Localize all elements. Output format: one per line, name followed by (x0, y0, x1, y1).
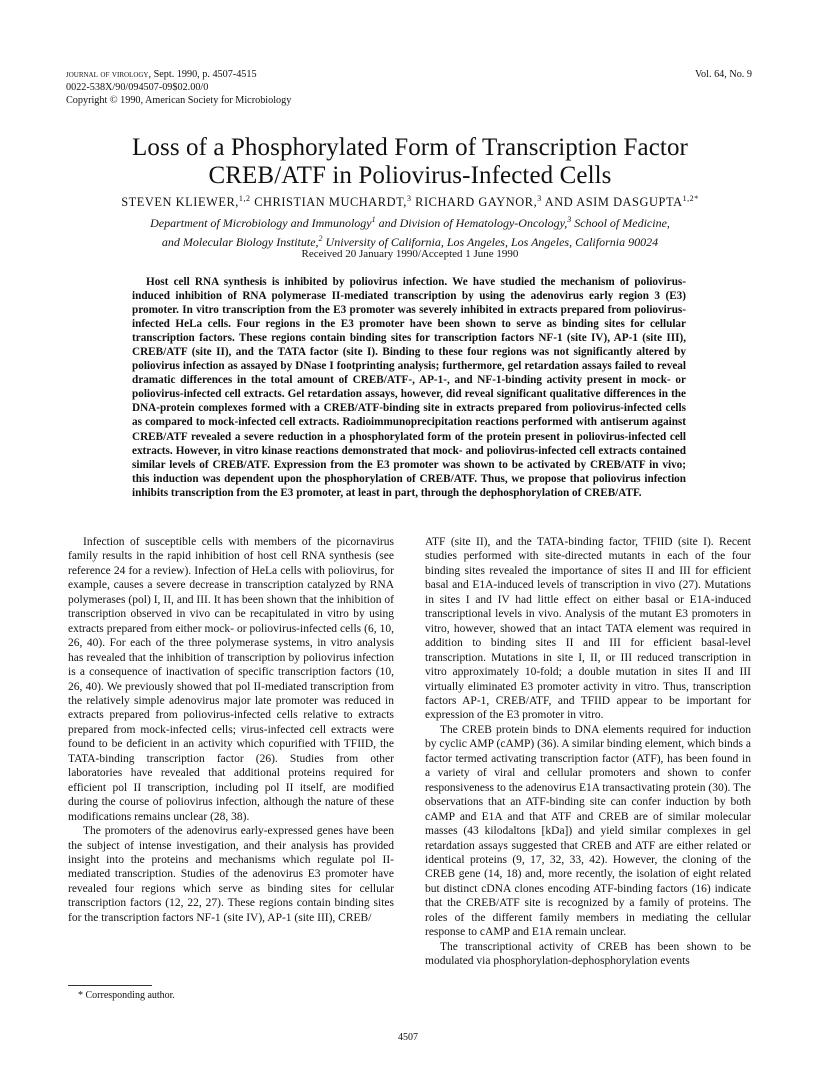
body-paragraph: The transcriptional activity of CREB has been shown to be modulated via phosphorylation-dephosphorylation events (425, 940, 751, 968)
affiliation-part: Department of Microbiology and Immunology (150, 216, 372, 230)
journal-header (66, 68, 752, 107)
issue-line: , Sept. 1990, p. 4507-4515 (148, 69, 257, 80)
author-name: RICHARD GAYNOR, (411, 195, 538, 210)
received-dates: Received 20 January 1990/Accepted 1 June 1990 (301, 248, 519, 260)
body-column-left (68, 535, 394, 925)
title-line-1: Loss of a Phosphorylated Form of Transcription Factor (132, 134, 688, 161)
corresponding-author-footnote: * Corresponding author. (78, 990, 175, 1001)
abstract: Host cell RNA synthesis is inhibited by poliovirus infection. We have studied the mechanism of poliovirus-induced inhibition of RNA polymerase II-mediated transcription by using the adenovirus early region 3 (E3) promoter. In vitro transcription from the E3 promoter was severely inhibited in extracts prepared from poliovirus-infected HeLa cells. Four regions in the E3 promoter have been shown to serve as binding sites for cellular transcription factors. These regions contain binding sites for transcription factors NF-1 (site IV), AP-1 (site III), CREB/ATF (site II), and the TATA factor (site I). Binding to these four regions was not significantly altered by poliovirus infection as assayed by DNase I footprinting analysis; furthermore, gel retardation assays failed to reveal dramatic differences in the total amount of CREB/ATF-, AP-1-, and NF-1-binding activity present in mock- or poliovirus-infected cell extracts. Gel retardation assays, however, did reveal significant qualitative differences in the DNA-protein complexes formed with a CREB/ATF-binding site in extracts prepared from poliovirus-infected cells as compared to mock-infected cell extracts. Radioimmunoprecipitation reactions performed with antiserum against CREB/ATF revealed a severe reduction in a phosphorylated form of the protein present in poliovirus-infected cell extracts. However, in vitro kinase reactions demonstrated that mock- and poliovirus-infected cell extracts contained similar levels of CREB/ATF. Expression from the E3 promoter was shown to be activated by CREB/ATF in vivo; this induction was dependent upon the phosphorylation of CREB/ATF. Thus, we propose that poliovirus infection inhibits transcription from the E3 promoter, at least in part, through the dephosphorylation of CREB/ATF. (132, 276, 686, 499)
affil-sup: 1 (371, 215, 376, 224)
author-name: AND ASIM DASGUPTA (541, 195, 683, 210)
body-paragraph: The promoters of the adenovirus early-expressed genes have been the subject of intense investigation, and their analysis has provided insight into the proteins and mechanisms which regulate pol II-mediated transcription. Studies of the adenovirus E3 promoter have revealed four regions which serve as binding sites for cellular transcription factors (12, 22, 27). These regions contain binding sites for the transcription factors NF-1 (site IV), AP-1 (site III), CREB/ (68, 825, 394, 924)
affiliations (40, 212, 780, 250)
article-title (40, 134, 780, 190)
author-name: CHRISTIAN MUCHARDT, (250, 195, 407, 210)
affil-sup: 3 (567, 215, 572, 224)
author-list (40, 194, 780, 210)
affiliation-part: and Division of Hematology-Oncology, (375, 216, 568, 230)
page-number: 4507 (398, 1032, 418, 1043)
body-column-right (425, 535, 751, 969)
affil-sup: 2 (318, 234, 323, 243)
body-paragraph: The CREB protein binds to DNA elements required for induction by cyclic AMP (cAMP) (36). A similar binding element, which binds a factor termed activating transcription factor (ATF), has been found in a variety of viral and cellular promoters and shown to confer responsiveness to the adenovirus E1A transactivating protein (30). The observations that an ATF-binding site can confer induction by both cAMP and E1A and that ATF and CREB are of similar molecular masses (43 kilodaltons [kDa]) and yield similar complexes in gel retardation assays suggested that CREB and ATF are either related or identical proteins (9, 17, 32, 33, 42). However, the cloning of the CREB gene (14, 18) and, more recently, the isolation of eight related but distinct cDNA clones encoding ATF-binding factors (16) indicate that the CREB/ATF site is recognized by a family of proteins. The roles of the different family members in mediating the cellular response to cAMP and E1A remain unclear. (425, 723, 751, 939)
journal-name: journal of virology (66, 69, 149, 80)
affiliation-line-1 (40, 212, 780, 231)
affiliation-part: School of Medicine, (571, 216, 670, 230)
affiliation-part: and Molecular Biology Institute, (161, 235, 319, 249)
author-affil-sup: 3 (406, 194, 412, 203)
author-affil-sup: 1,2 (238, 194, 251, 203)
journal-code: 0022-538X/90/094507-09$02.00/0 (66, 82, 209, 93)
body-paragraph: ATF (site II), and the TATA-binding factor, TFIID (site I). Recent studies performed with site-directed mutants in each of the four binding sites revealed the importance of sites II and III for efficient basal and E1A-induced levels of transcription in vivo (27). Mutations in sites I and IV had little effect on either basal or E1A-induced transcriptional levels in vivo. Analysis of the mutant E3 promoters in vitro, however, showed that an intact TATA element was required in addition to binding sites II and III for efficient basal-level transcription. Mutations in site I, II, or III reduced transcription in vitro approximately 10-fold; a double mutation in sites II and III virtually eliminated E3 promoter activity in vitro. Thus, transcription factors AP-1, CREB/ATF, and TFIID appear to be important for expression of the E3 promoter in vitro. (425, 536, 751, 722)
journal-citation (66, 68, 752, 81)
title-line-2: CREB/ATF in Poliovirus-Infected Cells (208, 162, 612, 189)
author-name: STEVEN KLIEWER, (121, 195, 239, 210)
body-paragraph: Infection of susceptible cells with members of the picornavirus family results in the rapid inhibition of host cell RNA synthesis (see reference 24 for a review). Infection of HeLa cells with poliovirus, for example, causes a severe decrease in transcription catalyzed by RNA polymerases (pol) I, II, and III. It has been shown that the inhibition of transcription observed in vivo can be recapitulated in vitro by using extracts prepared from either mock- or poliovirus-infected cells (6, 10, 26, 40). For each of the three polymerase systems, in vitro analysis has revealed that the inhibition of transcription by poliovirus infection is a consequence of inactivation of specific transcription factors (10, 26, 40). We previously showed that pol II-mediated transcription from the relatively simple adenovirus major late promoter was reduced in extracts prepared from poliovirus-infected cells relative to extracts prepared from mock-infected cells; virus-infected cell extracts were found to be deficient in an activity which copurified with TFIID, the TATA-binding transcription factor (26). Studies from other laboratories have revealed that additional proteins required for efficient pol II transcription, including pol II itself, are modified during the course of poliovirus infection, although the nature of these modifications remains unclear (28, 38). (68, 536, 394, 823)
affiliation-part: University of California, Los Angeles, Los Angeles, California 90024 (322, 235, 659, 249)
volume-info: Vol. 64, No. 9 (695, 69, 752, 80)
author-affil-sup: 1,2* (682, 194, 699, 203)
author-affil-sup: 3 (537, 194, 542, 203)
footnote-divider (68, 985, 152, 986)
copyright: Copyright © 1990, American Society for Microbiology (66, 95, 292, 106)
